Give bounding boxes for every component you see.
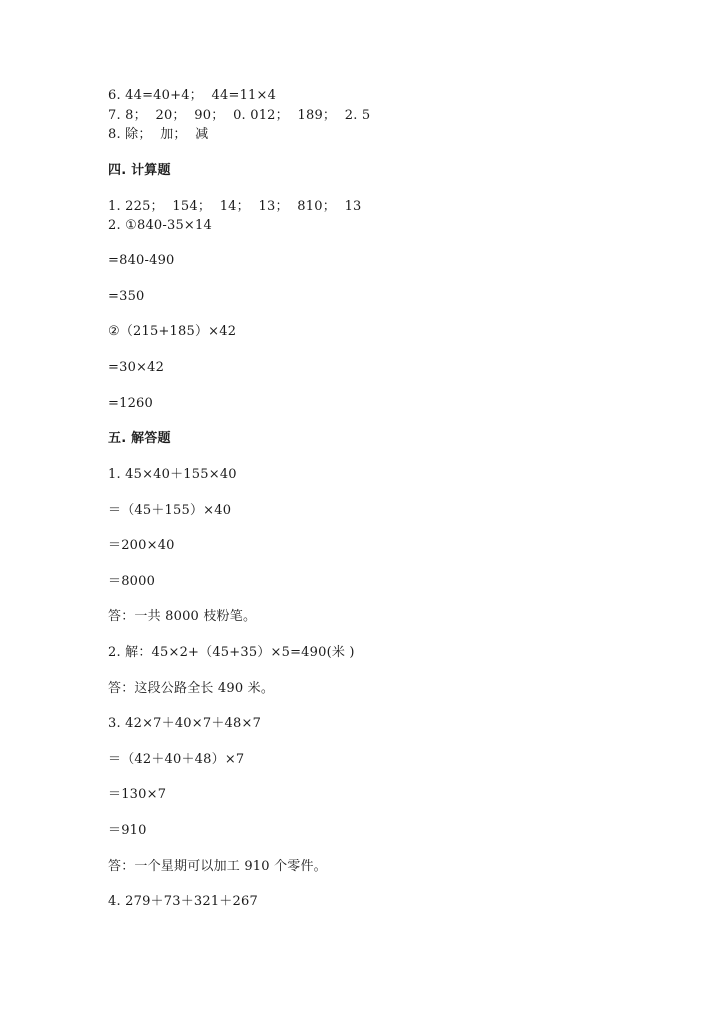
problem-3-line: ＝910	[108, 823, 147, 838]
problem-2-line: 2. 解：45×2+（45+35）×5=490(米 )	[108, 645, 355, 660]
calc-step: =350	[108, 289, 145, 304]
problem-1-answer: 答：一共 8000 枝粉笔。	[108, 609, 257, 624]
calc-step: =840-490	[108, 253, 175, 268]
answer-item-7: 7. 8； 20； 90； 0. 012； 189； 2. 5	[108, 108, 371, 123]
answer-item-6: 6. 44=40+4； 44=11×4	[108, 88, 277, 103]
problem-1-line: ＝8000	[108, 574, 156, 589]
problem-2-answer: 答：这段公路全长 490 米。	[108, 681, 275, 696]
calc-step: =1260	[108, 396, 153, 411]
problem-1-line: ＝200×40	[108, 538, 175, 553]
calc-item-2-intro: 2. ①840-35×14	[108, 218, 212, 233]
calc-step: =30×42	[108, 360, 165, 375]
problem-3-line: 3. 42×7＋40×7＋48×7	[108, 716, 262, 731]
section-four-heading: 四. 计算题	[108, 163, 171, 178]
calc-item-2-part2: ②（215+185）×42	[108, 324, 237, 339]
calc-item-1: 1. 225； 154； 14； 13； 810； 13	[108, 199, 362, 214]
answer-item-8: 8. 除； 加； 减	[108, 127, 209, 142]
problem-4-line: 4. 279＋73＋321＋267	[108, 894, 258, 909]
section-five-heading: 五. 解答题	[108, 431, 171, 446]
problem-1-line: ＝（45＋155）×40	[108, 503, 232, 518]
problem-1-line: 1. 45×40＋155×40	[108, 467, 237, 482]
problem-3-answer: 答：一个星期可以加工 910 个零件。	[108, 859, 327, 874]
problem-3-line: ＝130×7	[108, 787, 167, 802]
problem-3-line: ＝（42＋40＋48）×7	[108, 752, 245, 767]
